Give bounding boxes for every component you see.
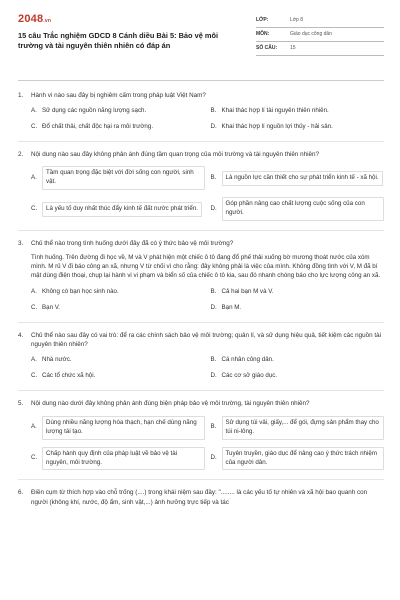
question-text: Hành vi nào sau đây bị nghiêm cấm trong pháp luật Việt Nam? [31,92,206,99]
option-c[interactable] [31,122,205,133]
question-stem [18,150,384,159]
option-d[interactable] [211,196,385,222]
question-stem [18,488,384,506]
site-logo[interactable] [18,14,228,25]
answer-options [31,355,384,382]
option-text: Các tổ chức xã hội. [42,372,96,380]
option-b[interactable] [211,287,385,298]
option-letter: B. [210,173,217,181]
question-5 [18,399,384,471]
logo-suffix: .vn [43,18,52,24]
question-text: Chủ thể nào sau đây có vai trò: để ra các chính sách bảo vệ môi trường; quản lí, và sử dụng hiệu quả, tiết kiệm các nguồn tài nguyên thiên nhiên? [31,332,381,349]
option-d[interactable] [211,122,385,133]
option-c[interactable] [31,303,205,314]
option-text: Tuyên truyền, giáo dục để nâng cao ý thức trách nhiệm của người dân. [222,447,385,471]
option-text: Bạn M. [221,304,242,312]
option-text: Cả hai bạn M và V. [221,288,274,296]
question-number: 4. [18,332,24,340]
question-6 [18,488,384,506]
answer-options [31,106,384,133]
option-a[interactable] [31,415,205,441]
option-letter: D. [210,372,217,380]
option-letter: C. [31,454,38,461]
question-number: 3. [18,240,24,248]
option-b[interactable] [211,415,385,441]
option-letter: D. [210,204,217,212]
document-title: 15 câu Trắc nghiệm GDCD 8 Cánh diều Bài 5: Bảo vệ môi trường và tài nguyên thiên nhiên có đáp án [18,31,219,50]
option-text: Cá nhân công dân. [221,356,274,364]
question-text: Nội dung nào dưới đây không phản ánh đúng biện pháp bảo vệ môi trường, tài nguyên thiên nhiên? [31,400,310,408]
question-text: Chủ thể nào trong tình huống dưới đây đã có ý thức bảo vệ môi trường? [31,240,234,248]
option-text: Đổ chất thải, chất độc hại ra môi trường. [42,123,154,131]
question-3 [18,239,384,314]
question-text: Nội dung nào sau đây không phản ánh đúng tầm quan trọng của môi trường và tài nguyên thiên nhiên? [31,151,320,159]
option-text: Dùng nhiều năng lượng hóa thạch, hạn chế dùng năng lượng tái tạo. [42,416,205,440]
option-b[interactable] [211,355,385,366]
option-text: Chấp hành quy định của pháp luật về bảo vệ tài nguyên, môi trường. [42,447,205,471]
option-c[interactable] [31,371,205,382]
page-header [18,14,384,76]
option-c[interactable] [31,446,205,472]
option-a[interactable] [31,106,205,117]
option-text: Khai thác hợp lí tài nguyên thiên nhiên. [221,107,329,115]
header-left [18,14,228,51]
option-letter: C. [31,123,38,131]
option-letter: B. [210,288,217,296]
option-letter: D. [210,123,217,131]
option-a[interactable] [31,355,205,366]
option-letter: C. [31,204,38,212]
option-text: Khai thác hợp lí nguồn lợi thủy - hải sản. [221,123,333,131]
option-text: Tầm quan trọng đặc biệt với đời sống con người, sinh vật. [42,166,205,190]
question-passage: Tình huống. Trên đường đi học về, M và V phát hiện một chiếc ô tô đang đổ phế thải xuống bờ mương thoát nước của xóm mình. M rủ V đi báo công an xã, nhưng V từ chối vì cho rằng: đây không phải là việc của mình. Không đồng tình với V, M đã bí mật dùng điện thoại, chụp lại hành vi vi phạm và biển số của chiếc ô tô kia, sau đó nhanh chóng báo cho lực lượng công an xã. [31,254,381,280]
meta-table [256,14,384,56]
option-d[interactable] [211,446,385,472]
option-letter: D. [210,454,217,461]
question-divider [18,230,384,231]
option-letter: A. [31,356,37,364]
answer-options [31,415,384,472]
answer-options [31,287,384,314]
question-stem [18,91,384,100]
question-1 [18,91,384,133]
meta-key: SỐ CÂU: [256,44,278,51]
question-stem [18,239,384,248]
option-letter: B. [210,107,217,115]
question-divider [18,479,384,480]
question-number: 1. [18,92,24,99]
option-text: Không có bạn học sinh nào. [42,288,119,296]
meta-value: Giáo dục công dân [290,30,332,37]
question-divider [18,322,384,323]
meta-row-count [256,42,384,56]
meta-row-grade [256,14,384,28]
option-b[interactable] [211,165,385,191]
option-text: Các cơ sở giáo dục. [221,372,278,380]
option-b[interactable] [211,106,385,117]
option-text: Góp phần nâng cao chất lượng cuộc sống của con người. [222,197,385,221]
meta-value: 15 [290,44,296,51]
option-letter: D. [210,304,217,312]
question-divider [18,141,384,142]
question-number: 6. [18,489,24,497]
meta-row-subject [256,28,384,42]
option-letter: C. [31,372,38,380]
question-4 [18,331,384,382]
question-number: 2. [18,151,24,159]
option-c[interactable] [31,196,205,222]
meta-key: LỚP: [256,16,269,23]
option-d[interactable] [211,371,385,382]
question-stem [18,399,384,408]
option-text: Bạn V. [42,304,61,312]
question-stem [18,331,384,349]
option-text: Là nguồn lực cần thiết cho sự phát triển kinh tế - xã hội. [222,171,383,186]
question-text: Điền cụm từ thích hợp vào chỗ trống (....) trong khái niệm sau đây: "........ là các yếu tố tự nhiên và xã hội bao quanh con người (không khí, nước, độ ẩm, sinh vật,...) ảnh hưởng trực tiếp và tác [31,489,368,506]
option-letter: A. [31,423,37,431]
option-a[interactable] [31,165,205,191]
question-divider [18,390,384,391]
header-divider [18,80,384,81]
option-a[interactable] [31,287,205,298]
option-text: Sử dụng túi vải, giấy,... để gói, đựng sản phẩm thay cho túi ni-lông. [222,416,385,440]
option-letter: B. [210,356,217,364]
option-text: Nhà nước. [42,356,72,364]
option-letter: B. [210,423,217,431]
option-letter: C. [31,304,38,312]
option-text: Sử dụng các nguồn năng lượng sạch. [42,107,147,115]
question-2 [18,150,384,222]
option-letter: A. [31,173,37,181]
answer-options [31,165,384,222]
option-d[interactable] [211,303,385,314]
meta-key: MÔN: [256,30,270,37]
question-number: 5. [18,400,24,408]
option-letter: A. [31,107,37,115]
option-letter: A. [31,288,37,296]
option-text: Là yếu tố duy nhất thúc đẩy kinh tế đất nước phát triển. [42,202,202,217]
logo-main: 2048 [18,13,44,25]
meta-value: Lớp 8 [290,16,304,23]
